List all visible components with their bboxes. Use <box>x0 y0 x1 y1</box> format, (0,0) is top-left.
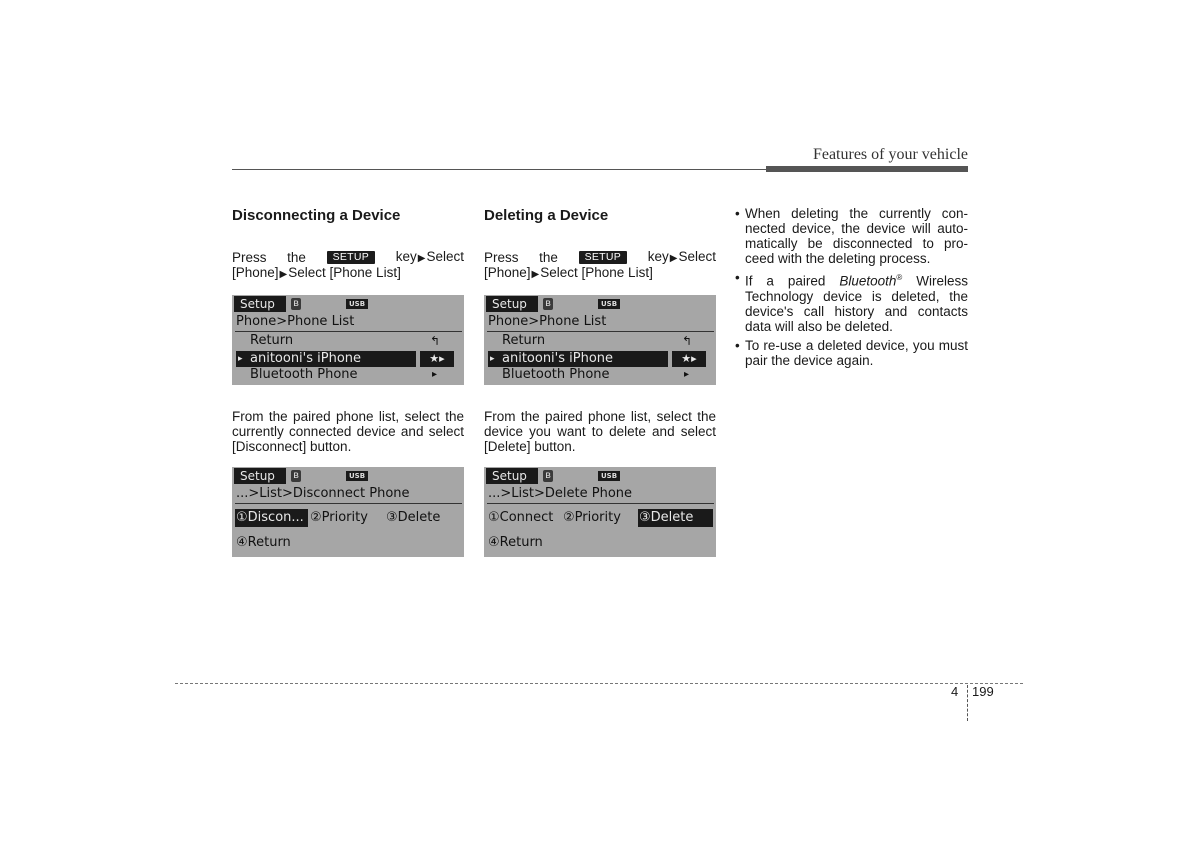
arrow-right-icon: ▶ <box>669 253 678 264</box>
lcd-breadcrumb: ...>List>Disconnect Phone <box>236 486 410 501</box>
lcd-setup-tab: Setup <box>234 296 286 312</box>
lcd-breadcrumb: ...>List>Delete Phone <box>488 486 633 501</box>
section-heading: Disconnecting a Device <box>232 207 401 224</box>
chapter-number: 4 <box>951 684 959 699</box>
usb-icon: USB <box>346 299 368 309</box>
bluetooth-icon: ʙ <box>291 298 301 310</box>
key-select-text: key▶Select <box>647 249 716 264</box>
note-item: • If a paired Bluetooth® Wireless Technology device is deleted, the device's call history and contacts data will also be deleted. <box>735 270 968 334</box>
lcd-screen-disconnect-phone <box>232 467 464 557</box>
chevron-right-icon: ▸ <box>432 369 438 380</box>
paragraph-select-delete: From the paired phone list, select the device you want to delete and select [Delete] button. <box>484 409 716 454</box>
lcd-option-priority: ②Priority <box>563 510 621 525</box>
disconnect-section <box>232 206 464 550</box>
lcd-menu-item-selected <box>488 351 668 367</box>
lcd-menu-item-return: Return <box>250 333 294 348</box>
lcd-option-connect: ①Connect <box>488 510 554 525</box>
arrow-right-icon: ▶ <box>531 269 540 280</box>
word-press: Press <box>232 250 267 265</box>
usb-icon: USB <box>598 299 620 309</box>
instruction-line-2: [Phone]▶Select [Phone List] <box>484 265 653 280</box>
paragraph-select-disconnect: From the paired phone list, select the currently connected device and select [Disconnect] button. <box>232 409 464 454</box>
lcd-option-delete-selected: ③Delete <box>638 509 713 527</box>
lcd-option-delete: ③Delete <box>386 510 441 525</box>
lcd-breadcrumb: Phone>Phone List <box>236 314 355 329</box>
return-icon: ↰ <box>682 334 693 348</box>
instruction-text <box>484 250 716 282</box>
lcd-device-name: anitooni's iPhone <box>250 351 362 366</box>
lcd-divider <box>235 503 462 504</box>
setup-key-badge: SETUP <box>579 251 628 264</box>
instruction-line-1 <box>232 250 464 265</box>
cursor-arrow-icon: ▸ <box>238 354 243 364</box>
note-item: • When deleting the currently con-nected device, the device will auto-matically be disconnected to pro-ceed with the deleting process. <box>735 206 968 266</box>
lcd-menu-item-bluetooth: Bluetooth Phone <box>250 367 358 382</box>
bluetooth-icon: ʙ <box>291 470 301 482</box>
lcd-menu-item-selected <box>236 351 416 367</box>
lcd-menu-item-return: Return <box>502 333 546 348</box>
star-arrow-icon: ★▸ <box>420 351 454 367</box>
bluetooth-icon: ʙ <box>543 470 553 482</box>
lcd-setup-tab: Setup <box>486 296 538 312</box>
lcd-option-disconnect-selected: ①Discon... <box>235 509 308 527</box>
bluetooth-icon: ʙ <box>543 298 553 310</box>
setup-key-badge: SETUP <box>327 251 376 264</box>
lcd-screen-delete-phone <box>484 467 716 557</box>
word-the: the <box>287 250 306 265</box>
header-rule <box>232 169 766 170</box>
instruction-text <box>232 250 464 282</box>
lcd-divider <box>487 503 714 504</box>
lcd-setup-tab: Setup <box>234 468 286 484</box>
arrow-right-icon: ▶ <box>417 253 426 264</box>
arrow-right-icon: ▶ <box>279 269 288 280</box>
header-bar <box>766 166 968 172</box>
lcd-divider <box>235 331 462 332</box>
notes-list <box>735 206 968 368</box>
note-item: • To re-use a deleted device, you must pair the device again. <box>735 337 968 368</box>
lcd-divider <box>487 331 714 332</box>
lcd-setup-tab: Setup <box>486 468 538 484</box>
page-header-title: Features of your vehicle <box>812 146 968 163</box>
chevron-right-icon: ▸ <box>684 369 690 380</box>
lcd-option-return: ④Return <box>236 535 291 550</box>
instruction-line-2: [Phone]▶Select [Phone List] <box>232 265 401 280</box>
word-the: the <box>539 250 558 265</box>
lcd-device-name: anitooni's iPhone <box>502 351 614 366</box>
page-number: 199 <box>972 684 994 699</box>
lcd-menu-item-bluetooth: Bluetooth Phone <box>502 367 610 382</box>
bullet-icon: • <box>735 337 740 353</box>
usb-icon: USB <box>346 471 368 481</box>
footer-divider <box>967 685 968 721</box>
lcd-option-priority: ②Priority <box>310 510 368 525</box>
star-arrow-icon: ★▸ <box>672 351 706 367</box>
lcd-option-return: ④Return <box>488 535 543 550</box>
cursor-arrow-icon: ▸ <box>490 354 495 364</box>
bullet-icon: • <box>735 270 740 285</box>
delete-section <box>484 206 716 550</box>
section-heading: Deleting a Device <box>484 207 609 224</box>
key-select-text: key▶Select <box>395 249 464 264</box>
usb-icon: USB <box>598 471 620 481</box>
instruction-line-1 <box>484 250 716 265</box>
notes-section <box>735 206 968 372</box>
bullet-icon: • <box>735 206 740 221</box>
footer-rule <box>175 683 1023 684</box>
word-press: Press <box>484 250 519 265</box>
lcd-screen-phone-list <box>232 295 464 385</box>
lcd-breadcrumb: Phone>Phone List <box>488 314 607 329</box>
return-icon: ↰ <box>430 334 441 348</box>
lcd-screen-phone-list <box>484 295 716 385</box>
